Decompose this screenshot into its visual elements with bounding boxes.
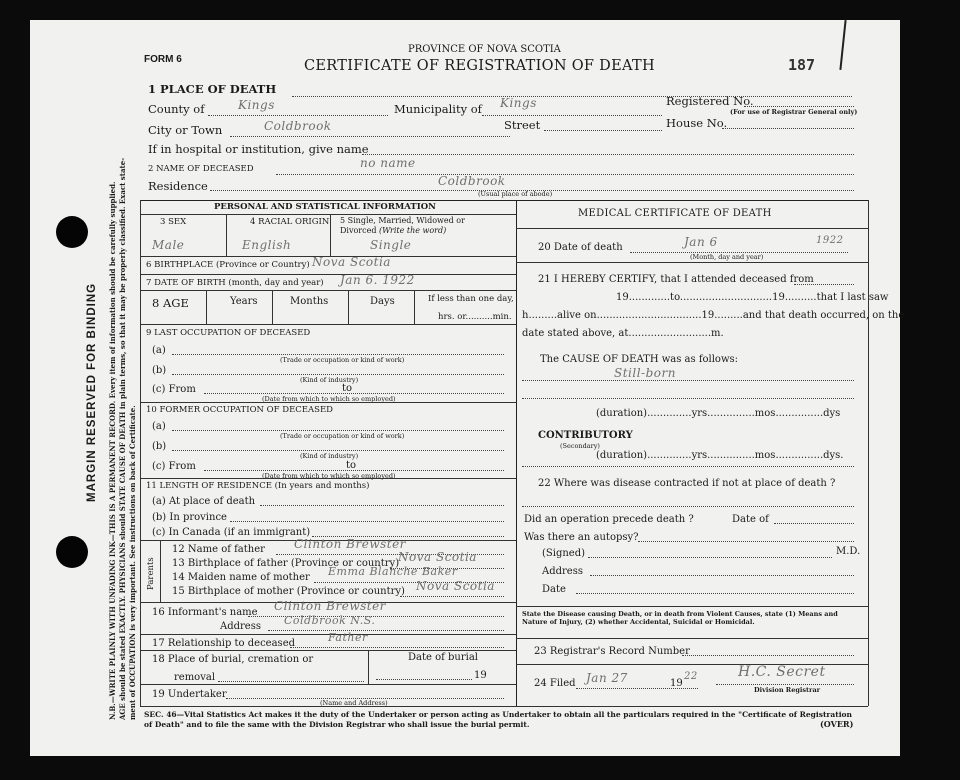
father-birthplace-label: 13 Birthplace of father (Province or country) bbox=[172, 558, 400, 569]
registered-no-label: Registered No. bbox=[666, 94, 754, 108]
burial-date-line bbox=[376, 679, 472, 680]
house-no-line bbox=[722, 128, 854, 129]
dob-value: Jan 6. 1922 bbox=[340, 273, 415, 287]
municipality-label: Municipality of bbox=[394, 102, 482, 116]
cause-value: Still-born bbox=[614, 366, 676, 380]
relationship-label: 17 Relationship to deceased bbox=[152, 638, 296, 649]
med-date-label: Date bbox=[542, 584, 566, 595]
over-label: (OVER) bbox=[820, 719, 854, 729]
registrar-use-note: (For use of Registrar General only) bbox=[730, 108, 858, 116]
last-occ-to-label: to bbox=[342, 383, 353, 394]
punch-hole-top bbox=[56, 216, 88, 248]
certify-line-4: date stated above, at..........................m. bbox=[522, 328, 724, 339]
last-occ-a-line bbox=[172, 354, 504, 355]
deceased-name-value: no name bbox=[360, 156, 416, 170]
signed-label: (Signed) bbox=[542, 548, 586, 559]
cause-line-1 bbox=[522, 380, 854, 381]
state-disease-note: State the Disease causing Death, or in death from Violent Causes, state (1) Means and Nature of Injury, (2) whether Accidental, Suicidal or Homicidal. bbox=[522, 610, 838, 626]
last-occ-a-label: (a) bbox=[152, 345, 166, 356]
at-place-line bbox=[260, 505, 504, 506]
father-birthplace-value: Nova Scotia bbox=[398, 550, 477, 564]
secondary-note: (Secondary) bbox=[560, 442, 600, 450]
hospital-line bbox=[362, 154, 854, 155]
row-sep-5 bbox=[140, 324, 516, 325]
med-sep-1 bbox=[516, 228, 868, 229]
certify-line-2: 19.............to.............................19..........that I last saw bbox=[616, 292, 889, 303]
removal-label: removal bbox=[174, 672, 216, 683]
certificate-page bbox=[30, 20, 905, 756]
medical-heading: MEDICAL CERTIFICATE OF DEATH bbox=[578, 208, 772, 219]
certify-line-1: 21 I HEREBY CERTIFY, that I attended deceased from bbox=[538, 274, 814, 285]
last-occ-b-line bbox=[172, 374, 504, 375]
last-occ-c-line bbox=[204, 393, 504, 394]
parents-sep bbox=[160, 540, 161, 602]
racial-origin-label: 4 RACIAL ORIGIN bbox=[250, 217, 330, 227]
father-name-label: 12 Name of father bbox=[172, 544, 265, 555]
row-sep-6 bbox=[140, 402, 516, 403]
marital-value: Single bbox=[370, 238, 412, 252]
mother-birthplace-label: 15 Birthplace of mother (Province or country) bbox=[172, 586, 405, 597]
registrar-signature: H.C. Secret bbox=[738, 664, 826, 680]
filed-label: 24 Filed bbox=[534, 678, 576, 689]
burial-place-label: 18 Place of burial, cremation or bbox=[152, 654, 314, 665]
autopsy-line bbox=[638, 541, 854, 542]
age-label: 8 AGE bbox=[152, 296, 189, 310]
month-day-year-note: (Month, day and year) bbox=[690, 253, 764, 261]
former-occ-a-line bbox=[172, 430, 504, 431]
row-sep-12 bbox=[140, 684, 516, 685]
deceased-name-line bbox=[276, 174, 854, 175]
sex-value: Male bbox=[152, 238, 185, 252]
relationship-value: Father bbox=[328, 631, 368, 644]
length-residence-label: 11 LENGTH OF RESIDENCE (In years and months) bbox=[146, 481, 370, 491]
age-sep-3 bbox=[348, 290, 349, 324]
filed-line bbox=[576, 688, 698, 689]
table-left bbox=[140, 200, 141, 706]
date-of-death-value: Jan 6 bbox=[684, 235, 718, 249]
former-occ-industry-note: (Kind of industry) bbox=[300, 452, 359, 460]
registrar-line bbox=[716, 684, 854, 685]
date-of-death-label: 20 Date of death bbox=[538, 242, 623, 253]
days-label: Days bbox=[370, 296, 395, 307]
form-number: FORM 6 bbox=[144, 54, 182, 65]
undertaker-label: 19 Undertaker bbox=[152, 689, 227, 700]
less-than-day-label: If less than one day, bbox=[428, 294, 514, 304]
former-occ-to-label: to bbox=[346, 460, 357, 471]
removal-line bbox=[218, 681, 364, 682]
marital-label bbox=[340, 216, 490, 236]
margin-note-2: AGE should be stated EXACTLY. PHYSICIANS should STATE CAUSE OF DEATH in plain terms, so that it may be properly classified. Exact state- bbox=[118, 157, 127, 720]
former-occ-b-label: (b) bbox=[152, 441, 167, 452]
certify-underline-1 bbox=[794, 284, 854, 285]
residence-value: Coldbrook bbox=[438, 174, 506, 188]
former-occ-trade-note: (Trade or occupation or kind of work) bbox=[280, 432, 405, 440]
province-heading: PROVINCE OF NOVA SCOTIA bbox=[408, 44, 561, 55]
city-value: Coldbrook bbox=[264, 119, 332, 133]
name-address-note: (Name and Address) bbox=[320, 699, 388, 707]
row-sep-4 bbox=[140, 290, 516, 291]
last-occ-trade-note: (Trade or occupation or kind of work) bbox=[280, 356, 405, 364]
margin-binding-text: MARGIN RESERVED FOR BINDING bbox=[86, 282, 98, 502]
mother-birthplace-line bbox=[400, 596, 504, 597]
street-label: Street bbox=[504, 118, 541, 132]
med-address-line bbox=[590, 575, 854, 576]
med-sep-2 bbox=[516, 262, 868, 263]
informant-value: Clinton Brewster bbox=[274, 599, 386, 613]
page-title: CERTIFICATE OF REGISTRATION OF DEATH bbox=[304, 58, 655, 74]
date-of-label: Date of bbox=[732, 514, 769, 525]
former-occ-a-label: (a) bbox=[152, 421, 166, 432]
parents-label: Parents bbox=[146, 557, 156, 590]
usual-abode-note: (Usual place of abode) bbox=[478, 190, 553, 198]
county-line bbox=[208, 115, 388, 116]
age-sep-1 bbox=[206, 290, 207, 324]
table-right bbox=[868, 200, 869, 706]
operation-line bbox=[774, 523, 854, 524]
signed-line bbox=[588, 557, 832, 558]
med-sep-4 bbox=[516, 638, 868, 639]
last-occ-b-label: (b) bbox=[152, 365, 167, 376]
filed-year-value: 22 bbox=[684, 671, 698, 682]
former-occ-c-label: (c) From bbox=[152, 461, 196, 472]
hospital-label: If in hospital or institution, give name bbox=[148, 142, 369, 156]
punch-hole-bottom bbox=[56, 536, 88, 568]
col-sep-sex bbox=[226, 214, 227, 256]
municipality-line bbox=[482, 115, 662, 116]
informant-label: 16 Informant's name bbox=[152, 607, 258, 618]
contributory-label: CONTRIBUTORY bbox=[538, 430, 633, 441]
margin-note-3: ment of OCCUPATION is very important. See instructions on back of Certificate. bbox=[128, 405, 137, 720]
relationship-line bbox=[290, 647, 504, 648]
mother-maiden-label: 14 Maiden name of mother bbox=[172, 572, 310, 583]
hrs-min-label: hrs. or..........min. bbox=[438, 312, 512, 322]
division-registrar-label: Division Registrar bbox=[754, 686, 821, 694]
informant-address-label: Address bbox=[220, 621, 261, 632]
filed-date-value: Jan 27 bbox=[586, 671, 628, 685]
street-line bbox=[544, 130, 662, 131]
margin-note-1: N.B.—WRITE PLAINLY WITH UNFADING INK—THIS IS A PERMANENT RECORD. Every item of information should be carefully supplied. bbox=[108, 181, 117, 720]
duration-line-2: (duration)..............yrs...............mos...............dys. bbox=[596, 450, 844, 461]
row-sep-11 bbox=[140, 650, 516, 651]
contracted-line bbox=[522, 506, 854, 507]
burial-sep bbox=[368, 650, 369, 684]
pen-mark bbox=[839, 20, 846, 70]
residence-label: Residence bbox=[148, 179, 208, 193]
at-place-label: (a) At place of death bbox=[152, 496, 256, 507]
row-sep-3 bbox=[140, 274, 516, 275]
months-label: Months bbox=[290, 296, 329, 307]
deceased-name-label: 2 NAME OF DECEASED bbox=[148, 164, 254, 174]
col-sep-race bbox=[330, 214, 331, 256]
med-address-label: Address bbox=[542, 566, 583, 577]
footer-note: SEC. 46—Vital Statistics Act makes it the duty of the Undertaker or person acting as Undertaker to obtain all the particulars required in the "Certificate of Registration of Death" and to file the same with the Division Registrar who shall issue the burial permit. bbox=[144, 710, 853, 729]
record-number-line bbox=[682, 655, 854, 656]
city-label: City or Town bbox=[148, 123, 223, 137]
age-sep-2 bbox=[272, 290, 273, 324]
last-occ-c-label: (c) From bbox=[152, 384, 196, 395]
county-label: County of bbox=[148, 102, 205, 116]
contributory-line bbox=[522, 466, 854, 467]
autopsy-label: Was there an autopsy? bbox=[524, 532, 639, 543]
mother-birthplace-value: Nova Scotia bbox=[416, 579, 495, 593]
father-name-value: Clinton Brewster bbox=[294, 537, 406, 551]
informant-address-line bbox=[268, 630, 504, 631]
table-top bbox=[140, 200, 868, 201]
in-canada-label: (c) In Canada (if an immigrant) bbox=[152, 527, 311, 538]
informant-address-value: Coldbrook N.S. bbox=[284, 614, 376, 627]
municipality-value: Kings bbox=[500, 96, 537, 110]
personal-info-heading: PERSONAL AND STATISTICAL INFORMATION bbox=[214, 202, 436, 212]
last-occ-date-note: (Date from which to which so employed) bbox=[262, 395, 396, 403]
last-occ-industry-note: (Kind of industry) bbox=[300, 376, 359, 384]
birthplace-value: Nova Scotia bbox=[312, 255, 391, 269]
filed-19-label: 19 bbox=[670, 678, 683, 689]
mother-maiden-value: Emma Blanche Baker bbox=[328, 565, 458, 578]
sex-label: 3 SEX bbox=[160, 217, 187, 227]
birthplace-label: 6 BIRTHPLACE (Province or Country) bbox=[146, 260, 310, 270]
years-label: Years bbox=[230, 296, 258, 307]
table-middle bbox=[516, 200, 517, 706]
med-sep-3 bbox=[516, 606, 868, 607]
operation-label: Did an operation precede death ? bbox=[524, 514, 694, 525]
table-bottom bbox=[140, 706, 868, 707]
in-province-line bbox=[230, 521, 504, 522]
last-occupation-label: 9 LAST OCCUPATION OF DECEASED bbox=[146, 328, 311, 338]
date-burial-label: Date of burial bbox=[408, 652, 478, 663]
cause-label: The CAUSE OF DEATH was as follows: bbox=[540, 354, 739, 365]
row-sep-1 bbox=[140, 214, 516, 215]
in-province-label: (b) In province bbox=[152, 512, 227, 523]
med-date-line bbox=[576, 593, 854, 594]
marital-label-text: 5 Single, Married, Widowed or Divorced bbox=[340, 216, 465, 235]
city-line bbox=[230, 136, 510, 137]
cause-line-2 bbox=[522, 398, 854, 399]
contracted-label: 22 Where was disease contracted if not at place of death ? bbox=[538, 478, 836, 489]
row-sep-7 bbox=[140, 478, 516, 479]
former-occ-b-line bbox=[172, 450, 504, 451]
place-of-death-label: 1 PLACE OF DEATH bbox=[148, 82, 277, 96]
racial-origin-value: English bbox=[242, 238, 292, 252]
burial-year-label: 19 bbox=[474, 670, 487, 681]
duration-line-1: (duration)..............yrs...............mos...............dys bbox=[596, 408, 841, 419]
death-year-value: 1922 bbox=[816, 235, 844, 246]
record-number-label: 23 Registrar's Record Number bbox=[534, 646, 690, 657]
age-sep-4 bbox=[414, 290, 415, 324]
certify-line-3: h.........alive on.................................19.........and that death occurred, on the bbox=[522, 310, 905, 321]
place-of-death-line bbox=[292, 96, 852, 97]
county-value: Kings bbox=[238, 98, 275, 112]
certificate-number: 187 bbox=[788, 56, 816, 74]
md-label: M.D. bbox=[836, 546, 861, 557]
former-occupation-label: 10 FORMER OCCUPATION OF DECEASED bbox=[146, 405, 333, 415]
former-occ-date-note: (Date from which to which so employed) bbox=[262, 472, 396, 480]
write-word-note: (Write the word) bbox=[379, 226, 447, 235]
dob-label: 7 DATE OF BIRTH (month, day and year) bbox=[146, 278, 324, 288]
house-no-label: House No. bbox=[666, 116, 728, 130]
registered-no-line bbox=[744, 106, 854, 107]
